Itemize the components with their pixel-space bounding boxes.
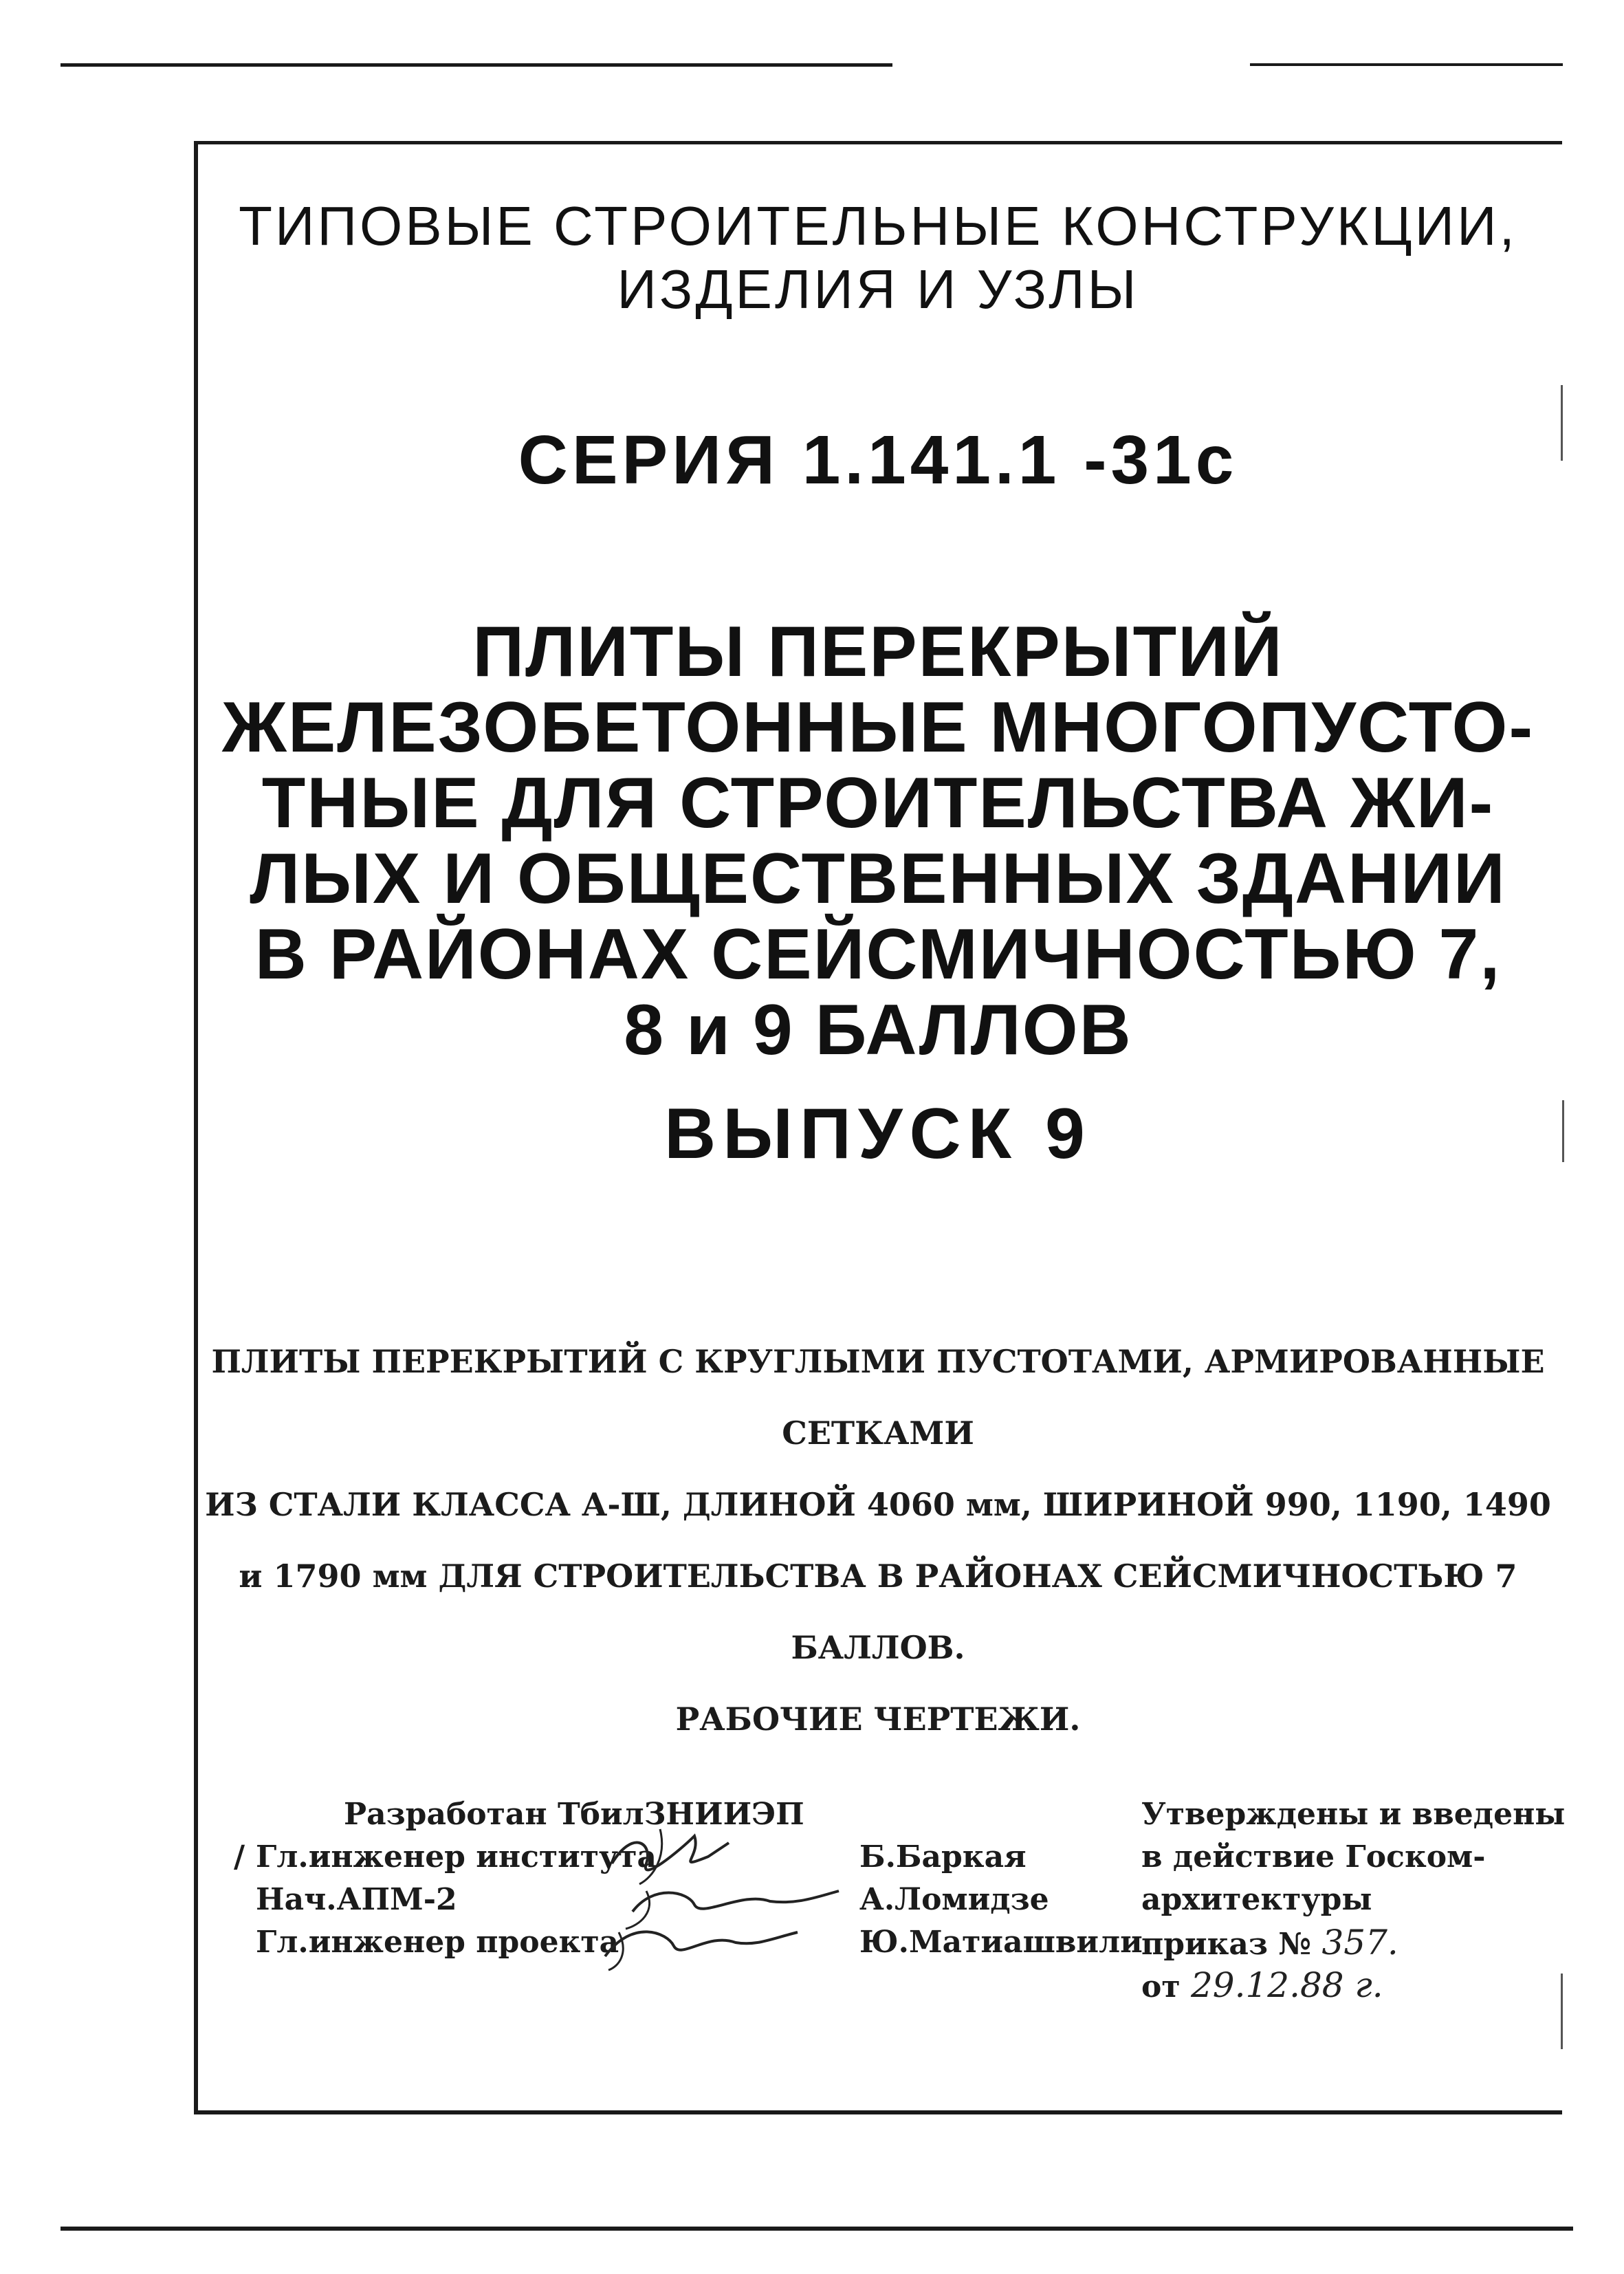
header-line-1: ТИПОВЫЕ СТРОИТЕЛЬНЫЕ КОНСТРУКЦИИ,: [239, 195, 1517, 256]
title-line: ТНЫЕ ДЛЯ СТРОИТЕЛЬСТВА ЖИ-: [261, 763, 1495, 843]
top-rule-left: [61, 63, 892, 67]
role-chief-engineer-institute: Гл.инженер института: [256, 1839, 657, 1874]
issue-number: ВЫПУСК 9: [664, 1094, 1092, 1174]
margin-mark: /: [234, 1839, 245, 1874]
title-line: ЖЕЛЕЗОБЕТОННЫЕ МНОГОПУСТО-: [221, 688, 1535, 767]
date-value: 29.12.88 г.: [1190, 1965, 1383, 2005]
order-label: приказ №: [1141, 1927, 1312, 1962]
description-line: ИЗ СТАЛИ КЛАССА А-Ш, ДЛИНОЙ 4060 мм, ШИРИНОЙ 990, 1190, 1490: [205, 1486, 1551, 1523]
frame-right-edge-fragment: [1562, 1100, 1564, 1162]
role-chief-engineer-project: Гл.инженер проекта: [256, 1925, 619, 1960]
document-title: [194, 614, 1562, 1068]
series-number: СЕРИЯ 1.141.1 -31с: [518, 422, 1238, 499]
approval-order: [1141, 1921, 1398, 1966]
top-rule-right: [1250, 63, 1563, 66]
description: [194, 1326, 1562, 1755]
header-line-2: ИЗДЕЛИЯ И УЗЛЫ: [617, 259, 1139, 320]
description-line: и 1790 мм ДЛЯ СТРОИТЕЛЬСТВА В РАЙОНАХ СЕЙСМИЧНОСТЬЮ 7 БАЛЛОВ.: [239, 1557, 1517, 1666]
approval-date: [1141, 1964, 1383, 2009]
handwritten-signatures: [591, 1815, 880, 1974]
name-lomidze: А.Ломидзе: [859, 1882, 1049, 1917]
title-line: В РАЙОНАХ СЕЙСМИЧНОСТЬЮ 7,: [254, 915, 1502, 994]
name-barkaya: Б.Баркая: [859, 1839, 1027, 1874]
title-line: ПЛИТЫ ПЕРЕКРЫТИЙ: [472, 612, 1284, 692]
date-label: от: [1141, 1969, 1181, 2004]
bottom-rule: [61, 2227, 1573, 2231]
title-line: ЛЫХ И ОБЩЕСТВЕННЫХ ЗДАНИИ: [250, 839, 1506, 919]
description-line: ПЛИТЫ ПЕРЕКРЫТИЙ С КРУГЛЫМИ ПУСТОТАМИ, АРМИРОВАННЫЕ СЕТКАМИ: [211, 1343, 1545, 1452]
frame-right-edge-fragment: [1561, 1974, 1563, 2049]
developed-by: Разработан ТбилЗНИИЭП: [344, 1797, 804, 1832]
role-head-apm: Нач.АПМ-2: [256, 1882, 457, 1917]
description-line: РАБОЧИЕ ЧЕРТЕЖИ.: [675, 1701, 1081, 1738]
approval-line-1: Утверждены и введены: [1141, 1797, 1566, 1832]
title-line: 8 и 9 БАЛЛОВ: [624, 990, 1132, 1070]
order-number: 357.: [1321, 1923, 1398, 1963]
approval-line-2: в действие Госком-: [1141, 1839, 1486, 1874]
approval-line-3: архитектуры: [1141, 1882, 1372, 1917]
name-matiashvili: Ю.Матиашвили: [859, 1925, 1143, 1960]
